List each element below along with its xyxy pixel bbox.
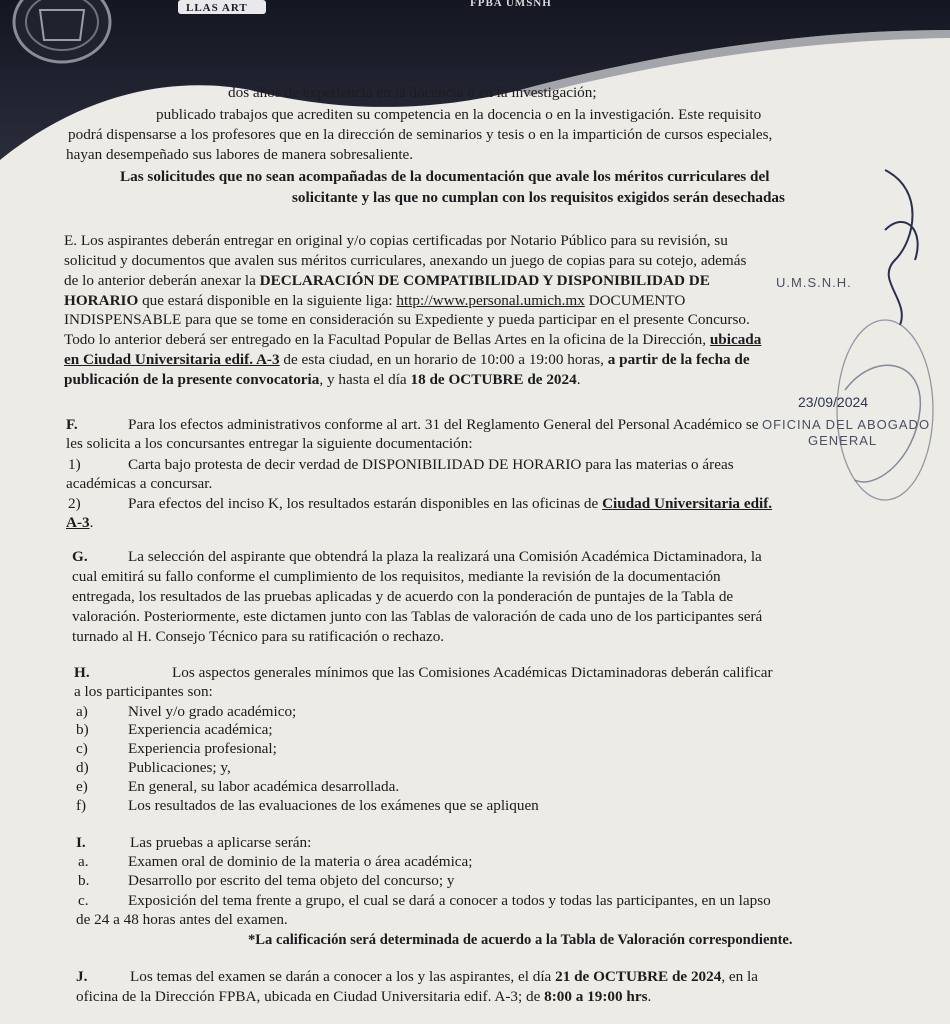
section-i-label: I. bbox=[76, 834, 86, 851]
section-i-item-num: c. bbox=[78, 892, 89, 909]
intro-line-1: dos años de experiencia en la docencia o en la investigación; bbox=[228, 84, 597, 101]
section-h-item-num: d) bbox=[76, 759, 89, 776]
section-e-line-1: E. Los aspirantes deberán entregar en original y/o copias certificadas por Notario Público para su revisión, su bbox=[64, 232, 728, 249]
section-h-item-text: Experiencia profesional; bbox=[128, 740, 277, 757]
section-j-line-1: Los temas del examen se darán a conocer a los y las aspirantes, el día 21 de OCTUBRE de 2024, en la bbox=[130, 968, 759, 985]
header-right-text: FPBA UMSNH bbox=[470, 0, 552, 9]
section-g-label: G. bbox=[72, 548, 88, 565]
section-f-item-2-text: Para efectos del inciso K, los resultados estarán disponibles en las oficinas de Ciudad Universitaria edif. bbox=[128, 495, 773, 512]
section-i-item-num: b. bbox=[78, 872, 90, 889]
section-g-line-4: valoración. Posteriormente, este dictamen junto con las Tablas de valoración de cada uno de los participantes será bbox=[72, 608, 763, 625]
section-f-item-1-cont: académicas a concursar. bbox=[66, 475, 213, 492]
section-e-line-2: solicitud y documentos que avalen sus méritos curriculares, anexando un juego de copias para su cotejo, además bbox=[64, 252, 747, 269]
section-h-item-text: En general, su labor académica desarrollada. bbox=[128, 778, 400, 795]
warning-line-1: Las solicitudes que no sean acompañadas de la documentación que avale los méritos curriculares del bbox=[120, 168, 770, 185]
section-h-line-2: a los participantes son: bbox=[74, 683, 213, 700]
section-h-item-text: Los resultados de las evaluaciones de los exámenes que se apliquen bbox=[128, 797, 539, 814]
section-f-item-1-text: Carta bajo protesta de decir verdad de DISPONIBILIDAD DE HORARIO para las materias o áreas bbox=[128, 456, 734, 473]
stamp-university: U.M.S.N.H. bbox=[776, 275, 852, 290]
section-h-line-1: Los aspectos generales mínimos que las Comisiones Académicas Dictaminadoras deberán calificar bbox=[172, 664, 773, 681]
section-h-label: H. bbox=[74, 664, 90, 681]
section-i-line-1: Las pruebas a aplicarse serán: bbox=[130, 834, 312, 851]
section-h-item-text: Experiencia académica; bbox=[128, 721, 273, 738]
intro-line-2: publicado trabajos que acrediten su competencia en la docencia o en la investigación. Este requisito bbox=[156, 106, 762, 123]
section-g-line-5: turnado al H. Consejo Técnico para su ratificación o rechazo. bbox=[72, 628, 445, 645]
section-h-item-text: Nivel y/o grado académico; bbox=[128, 703, 297, 720]
section-h-item-num: e) bbox=[76, 778, 88, 795]
section-i-item-text: Exposición del tema frente a grupo, el cual se dará a conocer a todos y todas las participantes, en un lapso bbox=[128, 892, 771, 909]
section-g-line-2: cual emitirá su fallo conforme el cumplimiento de los requisitos, mediante la revisión de la documentación bbox=[72, 568, 721, 585]
section-h-item-num: b) bbox=[76, 721, 89, 738]
section-f-item-2-cont: A-3. bbox=[66, 514, 94, 531]
section-h-item-num: f) bbox=[76, 797, 87, 814]
section-i-item-c-cont: de 24 a 48 horas antes del examen. bbox=[76, 911, 288, 928]
section-f-line-1: Para los efectos administrativos conforme al art. 31 del Reglamento General del Personal Académico se bbox=[128, 416, 759, 433]
section-h-item-text: Publicaciones; y, bbox=[128, 759, 231, 776]
section-i-item-num: a. bbox=[78, 853, 89, 870]
section-i-note: *La calificación será determinada de acuerdo a la Tabla de Valoración correspondiente. bbox=[248, 932, 793, 948]
section-h-item-num: c) bbox=[76, 740, 88, 757]
stamp-date: 23/09/2024 bbox=[798, 394, 869, 410]
personal-umich-link[interactable]: http://www.personal.umich.mx bbox=[396, 292, 585, 309]
section-f-item-2-num: 2) bbox=[68, 495, 81, 512]
section-e-line-3: de lo anterior deberán anexar la DECLARACIÓN DE COMPATIBILIDAD Y DISPONIBILIDAD DE bbox=[64, 272, 710, 289]
section-i-item-text: Examen oral de dominio de la materia o área académica; bbox=[128, 853, 473, 870]
section-e-line-8: publicación de la presente convocatoria, y hasta el día 18 de OCTUBRE de 2024. bbox=[64, 371, 581, 388]
stamp-office-line-1: OFICINA DEL ABOGADO bbox=[762, 417, 931, 432]
section-j-label: J. bbox=[76, 968, 88, 985]
intro-line-3: podrá dispensarse a los profesores que en la dirección de seminarios y tesis o en la impartición de cursos especiales, bbox=[68, 126, 773, 143]
section-g-line-3: entregada, los resultados de las pruebas aplicadas y de acuerdo con la ponderación de puntajes de la Tabla de bbox=[72, 588, 734, 605]
intro-line-4: hayan desempeñado sus labores de manera sobresaliente. bbox=[66, 146, 414, 163]
section-e-line-7: en Ciudad Universitaria edif. A-3 de esta ciudad, en un horario de 10:00 a 19:00 horas, a partir de la fecha de bbox=[64, 351, 750, 368]
section-f-line-2: les solicita a los concursantes entregar la siguiente documentación: bbox=[66, 435, 473, 452]
section-h-item-num: a) bbox=[76, 703, 88, 720]
section-e-line-4: HORARIO que estará disponible en la siguiente liga: http://www.personal.umich.mx DOCUMENTO bbox=[64, 292, 686, 309]
section-e-line-6: Todo lo anterior deberá ser entregado en la Facultad Popular de Bellas Artes en la oficina de la Dirección, ubicada bbox=[64, 331, 762, 348]
warning-line-2: solicitante y las que no cumplan con los requisitos exigidos serán desechadas bbox=[292, 189, 785, 206]
section-j-line-2: oficina de la Dirección FPBA, ubicada en Ciudad Universitaria edif. A-3; de 8:00 a 19:00 hrs. bbox=[76, 988, 652, 1005]
section-f-item-1-num: 1) bbox=[68, 456, 81, 473]
section-e-line-5: INDISPENSABLE para que se tome en consideración su Expediente y pueda participar en el presente Concurso. bbox=[64, 311, 750, 328]
stamp-office-line-2: GENERAL bbox=[808, 433, 878, 448]
signature-scribble bbox=[815, 150, 935, 510]
header-center-text: LLAS ART bbox=[186, 2, 248, 14]
section-f-label: F. bbox=[66, 416, 78, 433]
section-i-item-text: Desarrollo por escrito del tema objeto del concurso; y bbox=[128, 872, 455, 889]
section-g-line-1: La selección del aspirante que obtendrá la plaza la realizará una Comisión Académica Dictaminadora, la bbox=[128, 548, 762, 565]
